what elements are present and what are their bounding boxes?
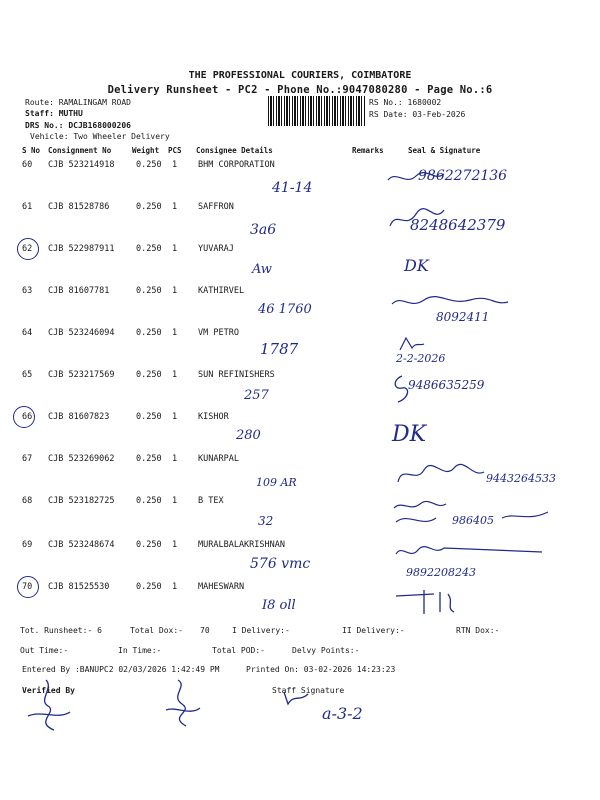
- company-title: THE PROFESSIONAL COURIERS, COIMBATORE: [188, 70, 412, 81]
- row-weight: 0.250: [136, 244, 162, 254]
- row-consignee: KISHOR: [198, 412, 229, 422]
- handwritten-note: 109 AR: [256, 476, 297, 489]
- handwritten-signature: 9486635259: [408, 378, 485, 392]
- row-weight: 0.250: [136, 582, 162, 592]
- total-dox-value: 70: [200, 626, 210, 635]
- table-row: [22, 202, 582, 214]
- row-consignment: CJB 81528786: [48, 202, 110, 212]
- row-sno: 64: [22, 328, 33, 338]
- row-consignee: KATHIRVEL: [198, 286, 245, 296]
- signature-scribble: [394, 460, 486, 486]
- row-consignment: CJB 523214918: [48, 160, 115, 170]
- route-label: Route: RAMALINGAM ROAD: [25, 98, 131, 107]
- barcode: [268, 96, 366, 126]
- row-consignee: BHM CORPORATION: [198, 160, 275, 170]
- i-delivery: I Delivery:-: [232, 626, 290, 635]
- row-consignment: CJB 523246094: [48, 328, 115, 338]
- row-consignment: CJB 523182725: [48, 496, 115, 506]
- row-pcs: 1: [172, 202, 178, 212]
- signature-scribble: [396, 336, 426, 352]
- handwritten-signature: DK: [392, 422, 427, 447]
- row-pcs: 1: [172, 496, 178, 506]
- row-pcs: 1: [172, 244, 178, 254]
- signature-scribble: [394, 542, 544, 564]
- row-consignment: CJB 81607823: [48, 412, 110, 422]
- row-sno: 67: [22, 454, 33, 464]
- row-consignee: SUN REFINISHERS: [198, 370, 275, 380]
- row-consignee: KUNARPAL: [198, 454, 239, 464]
- handwritten-signature: DK: [404, 256, 429, 275]
- col-seal: Seal & Signature: [408, 146, 481, 155]
- row-sno: 62: [22, 244, 33, 254]
- row-pcs: 1: [172, 160, 178, 170]
- row-weight: 0.250: [136, 160, 162, 170]
- handwritten-note: 257: [244, 388, 269, 403]
- row-weight: 0.250: [136, 202, 162, 212]
- row-weight: 0.250: [136, 496, 162, 506]
- handwritten-note: Aw: [252, 262, 272, 277]
- row-sno: 65: [22, 370, 33, 380]
- handwritten-note: 280: [236, 428, 261, 443]
- signature-scribble: [392, 498, 552, 530]
- col-consignment: Consignment No: [48, 146, 112, 155]
- table-row: [22, 412, 582, 424]
- handwritten-note: 3a6: [250, 222, 277, 238]
- row-pcs: 1: [172, 582, 178, 592]
- row-pcs: 1: [172, 540, 178, 550]
- handwritten-signature: 9862272136: [418, 168, 508, 184]
- row-weight: 0.250: [136, 412, 162, 422]
- verified-by: Verified By: [22, 686, 75, 695]
- handwritten-note: 1787: [260, 340, 299, 358]
- row-weight: 0.250: [136, 286, 162, 296]
- staff-signature-label: Staff Signature: [272, 686, 345, 695]
- table-row: [22, 370, 582, 382]
- table-row: [22, 328, 582, 340]
- row-consignee: B TEX: [198, 496, 224, 506]
- row-pcs: 1: [172, 412, 178, 422]
- signature-scribble: [386, 168, 446, 188]
- handwritten-signature: 8092411: [436, 310, 490, 324]
- row-consignee: VM PETRO: [198, 328, 239, 338]
- handwritten-note: 576 vmc: [250, 556, 311, 572]
- row-sno: 66: [22, 412, 33, 422]
- row-consignee: MAHESWARN: [198, 582, 245, 592]
- col-details: Consignee Details: [196, 146, 273, 155]
- handwritten-signature: 9443264533: [486, 472, 556, 485]
- row-pcs: 1: [172, 328, 178, 338]
- row-weight: 0.250: [136, 454, 162, 464]
- out-time: Out Time:-: [20, 646, 69, 655]
- table-row: [22, 454, 582, 466]
- table-row: [22, 582, 582, 594]
- handwritten-note: 46 1760: [258, 302, 312, 317]
- row-consignee: YUVARAJ: [198, 244, 234, 254]
- signature-scribble: [390, 374, 414, 404]
- handwritten-date: a-3-2: [322, 704, 363, 723]
- col-sno: S No: [22, 146, 41, 155]
- row-weight: 0.250: [136, 540, 162, 550]
- handwritten-signature: 8248642379: [410, 216, 506, 234]
- row-consignment: CJB 523217569: [48, 370, 115, 380]
- total-dox-label: Total Dox:-: [130, 626, 183, 635]
- row-sno: 70: [22, 582, 33, 592]
- second-signature: [160, 676, 204, 734]
- table-row: [22, 244, 582, 256]
- signature-scribble: [388, 206, 448, 232]
- vehicle-label: Vehicle: Two Wheeler Delivery: [30, 132, 170, 141]
- row-sno: 69: [22, 540, 33, 550]
- row-sno: 68: [22, 496, 33, 506]
- col-remarks: Remarks: [352, 146, 384, 155]
- row-sno: 63: [22, 286, 33, 296]
- entered-by: Entered By :BANUPC2 02/03/2026 1:42:49 PM: [22, 665, 220, 674]
- staff-label: Staff: MUTHU: [25, 109, 83, 118]
- column-header-row: [22, 146, 582, 158]
- signature-scribble: [394, 588, 484, 616]
- row-pcs: 1: [172, 370, 178, 380]
- staff-signature-mark: [282, 690, 310, 706]
- row-consignment: CJB 522987911: [48, 244, 115, 254]
- row-consignment: CJB 523248674: [48, 540, 115, 550]
- handwritten-signature: 2-2-2026: [396, 352, 446, 365]
- drs-label: DRS No.: DCJB168000206: [25, 121, 131, 130]
- rs-date: RS Date: 03-Feb-2026: [369, 110, 466, 119]
- row-consignment: CJB 81525530: [48, 582, 110, 592]
- row-weight: 0.250: [136, 370, 162, 380]
- row-consignment: CJB 81607781: [48, 286, 110, 296]
- signature-scribble: [390, 294, 510, 310]
- row-consignee: SAFFRON: [198, 202, 234, 212]
- handwritten-signature: 986405: [452, 514, 494, 527]
- handwritten-note: I8 oll: [262, 598, 296, 613]
- row-weight: 0.250: [136, 328, 162, 338]
- delvy-points: Delvy Points:-: [292, 646, 360, 655]
- handwritten-note: 32: [258, 514, 274, 528]
- row-sno: 61: [22, 202, 33, 212]
- col-pcs: PCS: [168, 146, 182, 155]
- total-pod: Total POD:-: [212, 646, 265, 655]
- row-consignee: MURALBALAKRISHNAN: [198, 540, 285, 550]
- col-weight: Weight: [132, 146, 160, 155]
- runsheet-title: Delivery Runsheet - PC2 - Phone No.:9047080280 - Page No.:6: [107, 84, 493, 96]
- row-pcs: 1: [172, 286, 178, 296]
- handwritten-note: 41-14: [272, 180, 313, 196]
- verifier-signature: [24, 676, 74, 736]
- row-consignment: CJB 523269062: [48, 454, 115, 464]
- handwritten-signature: 9892208243: [406, 566, 476, 579]
- tot-runsheet: Tot. Runsheet:- 6: [20, 626, 102, 635]
- rtn-dox: RTN Dox:-: [456, 626, 500, 635]
- ii-delivery: II Delivery:-: [342, 626, 405, 635]
- in-time: In Time:-: [118, 646, 162, 655]
- row-sno: 60: [22, 160, 33, 170]
- row-pcs: 1: [172, 454, 178, 464]
- rs-no: RS No.: 1680002: [369, 98, 442, 107]
- printed-on: Printed On: 03-02-2026 14:23:23: [246, 665, 396, 674]
